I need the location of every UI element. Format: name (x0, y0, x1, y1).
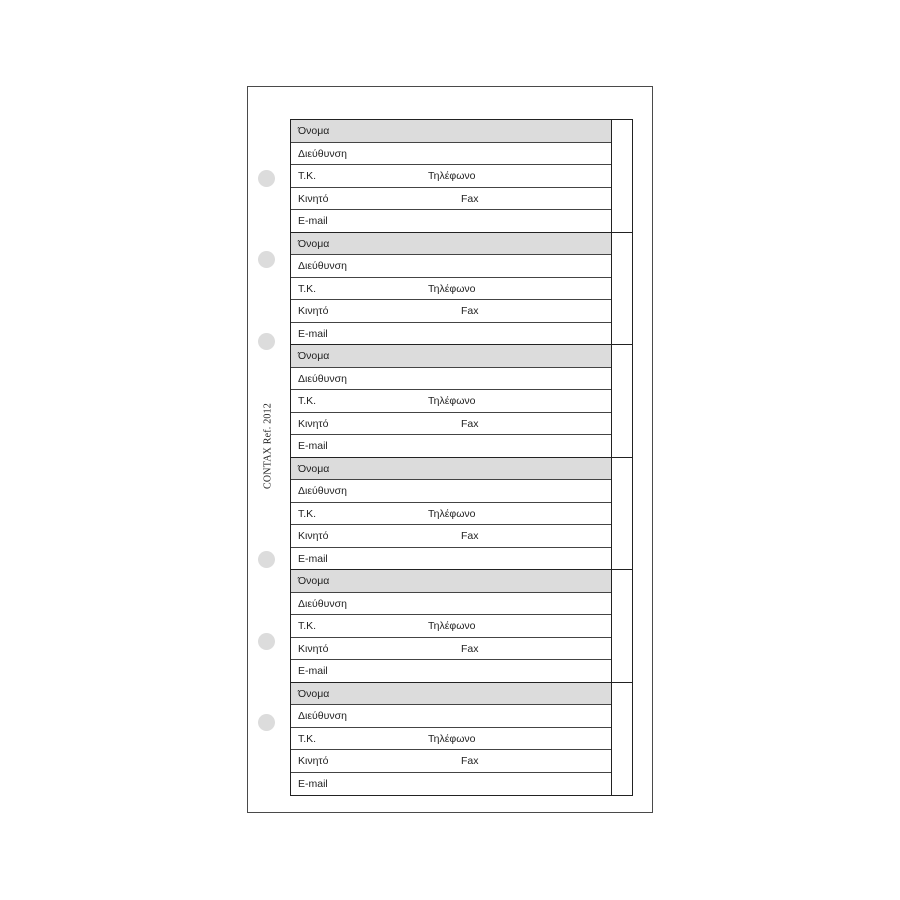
name-label: Όνομα (298, 350, 330, 362)
postcode-phone-row (291, 165, 611, 188)
phone-label: Τηλέφωνο (428, 507, 476, 520)
email-label: E-mail (298, 552, 328, 565)
punch-hole (258, 251, 275, 268)
email-row (291, 210, 611, 233)
index-tab-column (611, 233, 632, 345)
name-row (291, 120, 611, 143)
mobile-label: Κινητό (298, 530, 329, 542)
punch-hole (258, 714, 275, 731)
postcode-phone-row (291, 390, 611, 413)
address-label: Διεύθυνση (298, 485, 347, 497)
mobile-fax-row (291, 638, 611, 661)
phone-label: Τηλέφωνο (428, 282, 476, 295)
contact-card (291, 570, 632, 683)
address-label: Διεύθυνση (298, 597, 347, 610)
email-label: E-mail (298, 665, 328, 677)
mobile-fax-row (291, 300, 611, 323)
email-label: E-mail (298, 440, 328, 452)
fax-label: Fax (461, 305, 479, 317)
email-row (291, 548, 611, 571)
mobile-fax-row (291, 750, 611, 773)
name-row (291, 458, 611, 481)
address-row (291, 593, 611, 616)
address-row (291, 255, 611, 278)
mobile-label: Κινητό (298, 642, 329, 655)
contact-card (291, 458, 632, 571)
index-tab-column (611, 458, 632, 570)
email-row (291, 323, 611, 346)
index-tab-column (611, 345, 632, 457)
phone-label: Τηλέφωνο (428, 395, 476, 407)
phone-label: Τηλέφωνο (428, 170, 476, 182)
name-row (291, 233, 611, 256)
name-label: Όνομα (298, 125, 330, 137)
postcode-label: Τ.Κ. (298, 507, 317, 520)
name-label: Όνομα (298, 462, 330, 475)
name-label: Όνομα (298, 575, 330, 587)
contact-card (291, 683, 632, 796)
address-label: Διεύθυνση (298, 147, 347, 160)
contact-card (291, 345, 632, 458)
postcode-phone-row (291, 278, 611, 301)
postcode-phone-row (291, 615, 611, 638)
email-label: E-mail (298, 777, 328, 790)
name-row (291, 570, 611, 593)
address-label: Διεύθυνση (298, 710, 347, 722)
name-row (291, 683, 611, 706)
fax-label: Fax (461, 192, 479, 205)
email-row (291, 660, 611, 683)
address-label: Διεύθυνση (298, 372, 347, 385)
name-label: Όνομα (298, 687, 330, 700)
index-tab-column (611, 570, 632, 682)
punch-hole (258, 551, 275, 568)
punch-hole (258, 633, 275, 650)
punch-hole (258, 170, 275, 187)
address-label: Διεύθυνση (298, 260, 347, 272)
address-row (291, 705, 611, 728)
name-label: Όνομα (298, 237, 330, 250)
address-row (291, 480, 611, 503)
address-row (291, 368, 611, 391)
postcode-label: Τ.Κ. (298, 282, 317, 295)
address-row (291, 143, 611, 166)
mobile-fax-row (291, 413, 611, 436)
mobile-label: Κινητό (298, 755, 329, 767)
mobile-fax-row (291, 525, 611, 548)
mobile-label: Κινητό (298, 417, 329, 430)
mobile-label: Κινητό (298, 305, 329, 317)
email-row (291, 773, 611, 796)
fax-label: Fax (461, 642, 479, 655)
phone-label: Τηλέφωνο (428, 732, 476, 745)
postcode-label: Τ.Κ. (298, 395, 317, 407)
email-row (291, 435, 611, 458)
mobile-label: Κινητό (298, 192, 329, 205)
postcode-label: Τ.Κ. (298, 732, 317, 745)
reference-text: CONTAX Ref. 2012 (262, 402, 274, 490)
postcode-phone-row (291, 503, 611, 526)
fax-label: Fax (461, 530, 479, 542)
index-tab-column (611, 683, 632, 796)
fax-label: Fax (461, 417, 479, 430)
contact-card (291, 120, 632, 233)
postcode-label: Τ.Κ. (298, 170, 317, 182)
phone-label: Τηλέφωνο (428, 620, 476, 632)
postcode-phone-row (291, 728, 611, 751)
email-label: E-mail (298, 215, 328, 227)
name-row (291, 345, 611, 368)
email-label: E-mail (298, 327, 328, 340)
punch-hole (258, 333, 275, 350)
contact-card (291, 233, 632, 346)
mobile-fax-row (291, 188, 611, 211)
contact-sheet (290, 119, 633, 796)
postcode-label: Τ.Κ. (298, 620, 317, 632)
index-tab-column (611, 120, 632, 232)
fax-label: Fax (461, 755, 479, 767)
